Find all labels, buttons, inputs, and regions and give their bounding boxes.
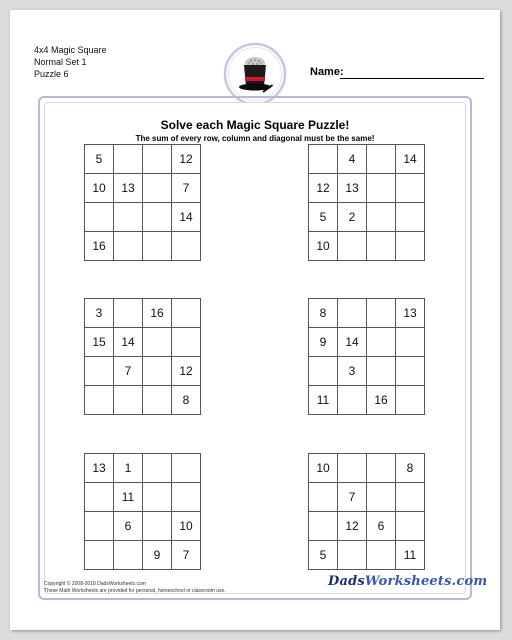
magic-square-1 [84,144,201,261]
grid-cell[interactable] [85,203,114,232]
grid-cell[interactable] [143,203,172,232]
magic-square-2 [308,144,425,261]
worksheet-type: 4x4 Magic Square [34,45,107,55]
grid-cell: 14 [172,203,201,232]
brand-logo[interactable] [328,574,488,589]
grid-cell: 13 [338,174,367,203]
footer-copyright-block [44,581,226,595]
grid-cell[interactable] [396,328,425,357]
grid-cell[interactable] [85,386,114,415]
grid-cell[interactable] [143,454,172,483]
grid-cell: 5 [309,203,338,232]
grid-cell: 8 [396,454,425,483]
grid-cell: 3 [338,357,367,386]
grid-cell[interactable] [172,299,201,328]
grid-cell: 12 [338,512,367,541]
grid-cell[interactable] [396,357,425,386]
grid-cell[interactable] [85,512,114,541]
brand-logo-part2: Worksheets.com [364,574,488,589]
grid-cell[interactable] [367,299,396,328]
grid-cell[interactable] [367,454,396,483]
grid-cell[interactable] [143,386,172,415]
grid-cell: 13 [114,174,143,203]
grid-cell: 15 [85,328,114,357]
grid-cell[interactable] [396,174,425,203]
grid-cell[interactable] [114,232,143,261]
grid-cell: 1 [114,454,143,483]
grid-cell: 14 [338,328,367,357]
grid-cell: 3 [85,299,114,328]
usage-note: These Math Worksheets are provided for personal, homeschool or classroom use. [44,588,226,594]
magic-square-5 [84,453,201,570]
grid-cell[interactable] [338,299,367,328]
grid-cell[interactable] [338,232,367,261]
grid-cell[interactable] [338,386,367,415]
grid-cell[interactable] [396,386,425,415]
grid-cell[interactable] [85,541,114,570]
grid-cell: 13 [85,454,114,483]
grid-cell[interactable] [143,232,172,261]
grid-cell: 5 [309,541,338,570]
grid-cell[interactable] [143,357,172,386]
grid-cell[interactable] [367,328,396,357]
grid-cell[interactable] [338,454,367,483]
grid-cell[interactable] [396,483,425,512]
grid-cell[interactable] [114,145,143,174]
grid-cell[interactable] [396,512,425,541]
grid-cell[interactable] [309,483,338,512]
grid-cell: 16 [85,232,114,261]
grid-cell: 7 [338,483,367,512]
grid-cell[interactable] [309,357,338,386]
brand-logo-part1: Dads [328,574,365,589]
magic-square-6 [308,453,425,570]
grid-cell: 11 [114,483,143,512]
worksheet-set: Normal Set 1 [34,57,87,67]
grid-cell[interactable] [172,232,201,261]
grid-cell[interactable] [114,386,143,415]
grid-cell: 16 [367,386,396,415]
grid-cell[interactable] [309,512,338,541]
grid-cell[interactable] [367,357,396,386]
grid-cell[interactable] [367,174,396,203]
grid-cell: 7 [172,174,201,203]
grid-cell: 13 [396,299,425,328]
grid-cell: 10 [309,232,338,261]
grid-cell: 12 [309,174,338,203]
magic-square-3 [84,298,201,415]
grid-cell[interactable] [172,454,201,483]
grid-cell: 9 [143,541,172,570]
grid-cell[interactable] [367,541,396,570]
grid-cell[interactable] [396,203,425,232]
grid-cell[interactable] [396,232,425,261]
grid-cell: 11 [309,386,338,415]
magic-square-4 [308,298,425,415]
grid-cell[interactable] [143,328,172,357]
grid-cell[interactable] [367,203,396,232]
grid-cell: 8 [172,386,201,415]
grid-cell[interactable] [143,145,172,174]
grid-cell: 16 [143,299,172,328]
grid-cell: 6 [114,512,143,541]
grid-cell[interactable] [309,145,338,174]
grid-cell: 6 [367,512,396,541]
grid-cell: 7 [114,357,143,386]
grid-cell[interactable] [338,541,367,570]
worksheet-page [10,10,500,630]
copyright-text: Copyright © 2008-2018 DadsWorksheets.com [44,581,146,587]
instructions-title: Solve each Magic Square Puzzle! [160,118,350,132]
grid-cell: 5 [85,145,114,174]
grid-cell: 9 [309,328,338,357]
grid-cell[interactable] [172,328,201,357]
grid-cell: 12 [172,145,201,174]
grid-cell[interactable] [85,483,114,512]
grid-cell: 7 [172,541,201,570]
worksheet-info [34,44,107,80]
grid-cell[interactable] [143,512,172,541]
grid-cell[interactable] [143,483,172,512]
grid-cell: 10 [309,454,338,483]
grid-cell: 12 [172,357,201,386]
grid-cell[interactable] [85,357,114,386]
grid-cell[interactable] [367,145,396,174]
name-line[interactable] [340,78,484,79]
grid-cell: 11 [396,541,425,570]
grid-cell: 10 [172,512,201,541]
grid-cell: 10 [85,174,114,203]
grid-cell: 2 [338,203,367,232]
grid-cell[interactable] [367,232,396,261]
grid-cell: 14 [114,328,143,357]
grid-cell: 4 [338,145,367,174]
worksheet-puzzle-number: Puzzle 6 [34,69,69,79]
grid-cell: 14 [396,145,425,174]
instructions-subtitle: The sum of every row, column and diagonal must be the same! [135,134,375,143]
grid-cell[interactable] [114,299,143,328]
name-label: Name: [310,66,344,78]
grid-cell[interactable] [367,483,396,512]
grid-cell[interactable] [172,483,201,512]
grid-cell[interactable] [114,541,143,570]
grid-cell: 8 [309,299,338,328]
grid-cell[interactable] [114,203,143,232]
grid-cell[interactable] [143,174,172,203]
